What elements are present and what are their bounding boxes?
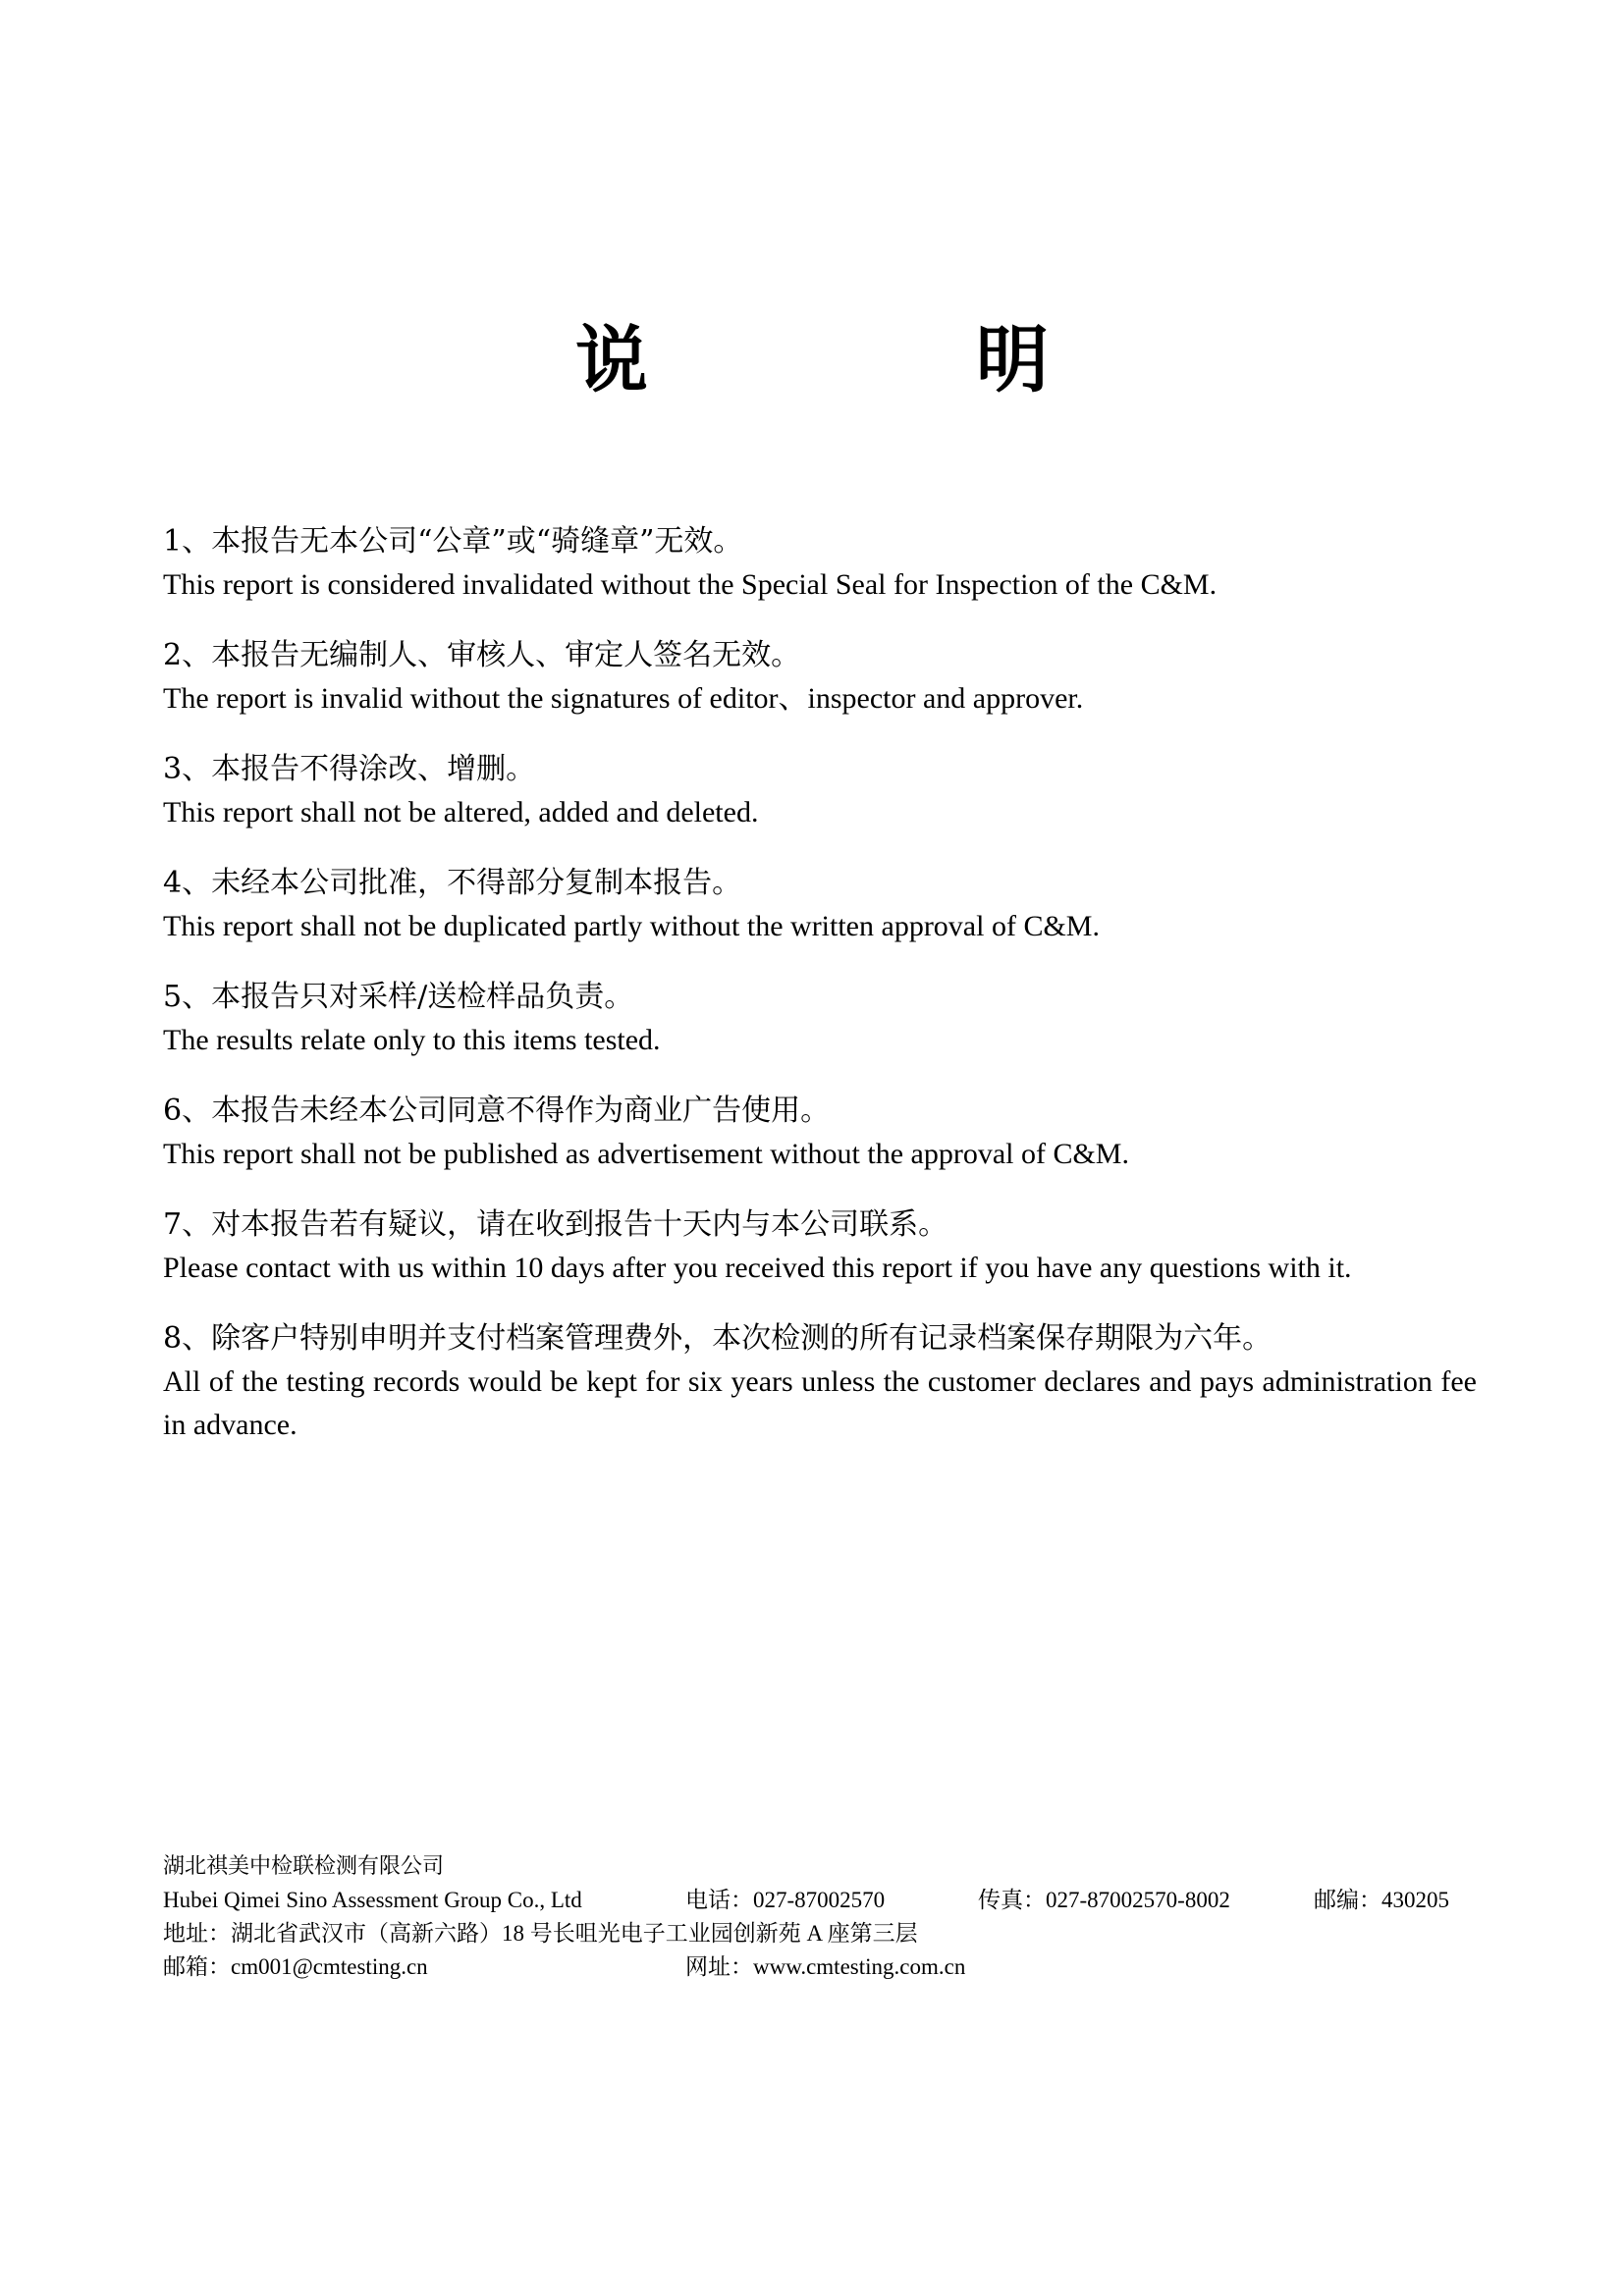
note-en-text: This report shall not be altered, added and deleted. (163, 796, 759, 828)
note-zh-text: 2、本报告无编制人、审核人、审定人签名无效。 (163, 638, 801, 672)
note-en-text: This report shall not be published as advertisement without the approval of C&M. (163, 1138, 1129, 1170)
note-item (163, 634, 1477, 721)
note-zh-text: 6、本报告未经本公司同意不得作为商业广告使用。 (163, 1094, 831, 1128)
note-item (163, 1203, 1477, 1290)
note-zh-text: 5、本报告只对采样/送检样品负责。 (163, 980, 634, 1014)
note-item (163, 1317, 1477, 1447)
footer-company-zh-line (163, 1850, 1477, 1884)
note-zh-text: 8、除客户特别申明并支付档案管理费外，本次检测的所有记录档案保存期限为六年。 (163, 1321, 1272, 1356)
footer-address-line (163, 1917, 1477, 1950)
company-website: 网址：www.cmtesting.com.cn (685, 1954, 966, 1979)
footer-web-line (163, 1950, 1477, 1984)
note-item (163, 1090, 1477, 1176)
note-item (163, 748, 1477, 834)
note-zh-text: 4、未经本公司批准，不得部分复制本报告。 (163, 866, 742, 900)
note-en-text: The report is invalid without the signatures of editor、inspector and approver. (163, 682, 1084, 715)
company-name-zh: 湖北祺美中检联检测有限公司 (163, 1854, 445, 1879)
note-item (163, 976, 1477, 1062)
company-address: 地址：湖北省武汉市（高新六路）18 号长咀光电子工业园创新苑 A 座第三层 (163, 1921, 918, 1946)
note-item (163, 862, 1477, 948)
note-en-text: This report is considered invalidated without the Special Seal for Inspection of the C&M. (163, 568, 1218, 601)
note-item (163, 520, 1477, 607)
company-name-en: Hubei Qimei Sino Assessment Group Co., Ltd (163, 1888, 582, 1912)
note-zh-text: 7、对本报告若有疑议，请在收到报告十天内与本公司联系。 (163, 1207, 948, 1242)
company-email: 邮箱：cm001@cmtesting.cn (163, 1954, 428, 1979)
note-en-text: Please contact with us within 10 days after you received this report if you have any questions with it. (163, 1252, 1352, 1284)
note-en-text: All of the testing records would be kept for six years unless the customer declares and pays administration fee in advance. (163, 1365, 1477, 1441)
footer-contact-line (163, 1884, 1477, 1917)
note-zh-text: 3、本报告不得涂改、增删。 (163, 752, 536, 786)
postcode: 邮编：430205 (1314, 1888, 1449, 1912)
phone-number: 电话：027-87002570 (685, 1888, 886, 1912)
note-zh-text: 1、本报告无本公司“公章”或“骑缝章”无效。 (163, 524, 743, 559)
fax-number: 传真：027-87002570-8002 (978, 1888, 1230, 1912)
page-title: 说 明 (575, 318, 1176, 402)
company-footer (163, 1850, 1477, 1984)
note-en-text: This report shall not be duplicated partly without the written approval of C&M. (163, 910, 1100, 942)
notes-list (163, 520, 1477, 1474)
note-en-text: The results relate only to this items tested. (163, 1024, 661, 1056)
